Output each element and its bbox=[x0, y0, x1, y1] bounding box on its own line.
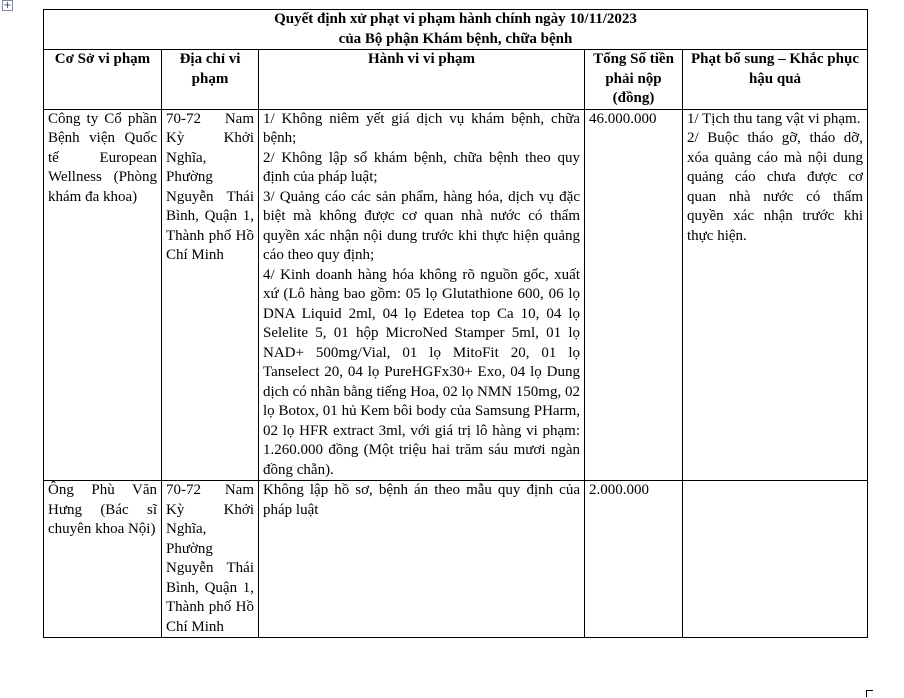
table-row bbox=[44, 109, 868, 481]
amount-cell: 46.000.000 bbox=[585, 109, 683, 481]
table-move-handle-icon[interactable]: + bbox=[3, 0, 12, 11]
violation-item: Không lập hồ sơ, bệnh án theo mẫu quy định của pháp luật bbox=[263, 482, 580, 518]
header-amount: Tổng Số tiền phải nộp (đồng) bbox=[585, 50, 683, 110]
remedies-cell bbox=[683, 109, 868, 481]
table-row bbox=[44, 481, 868, 638]
header-row bbox=[44, 50, 868, 110]
address-cell: 70-72 Nam Kỳ Khởi Nghĩa, Phường Nguyễn Thái Bình, Quận 1, Thành phố Hồ Chí Minh bbox=[162, 481, 259, 638]
header-facility: Cơ Sở vi phạm bbox=[44, 50, 162, 110]
violation-item: 4/ Kinh doanh hàng hóa không rõ nguồn gốc, xuất xứ (Lô hàng bao gồm: 05 lọ Glutathione 600, 06 lọ DNA Liquid 2ml, 04 lọ Edetea top Ca 10, 04 lọ Selelite 5, 01 hộp MicroNed Stamper 5ml, 01 lọ NAD+ 500mg/Vial, 01 lọ MitoFit 20, 01 lọ Tanselect 20, 04 lọ PureHGFx30+ Exo, 04 lọ Dung dịch có nhãn bằng tiếng Hoa, 02 lọ NMN 150mg, 02 lọ Botox, 01 hủ Kem bôi body của Samsung PHarm, 02 lọ HFR extract 3ml, với giá trị lô hàng vi phạm: 1.260.000 đồng (Một triệu hai trăm sáu mươi ngàn đồng chẵn). bbox=[263, 266, 580, 478]
remedy-item: 1/ Tịch thu tang vật vi phạm. bbox=[687, 110, 861, 127]
facility-cell: Ông Phù Văn Hưng (Bác sĩ chuyên khoa Nội) bbox=[44, 481, 162, 638]
violation-item: 1/ Không niêm yết giá dịch vụ khám bệnh, chữa bệnh; bbox=[263, 110, 580, 146]
document-title bbox=[44, 10, 868, 50]
violation-item: 3/ Quảng cáo các sản phẩm, hàng hóa, dịch vụ đặc biệt mà không được cơ quan nhà nước có thẩm quyền xác nhận nội dung trước khi thực hiện quảng cáo theo quy định; bbox=[263, 188, 580, 263]
remedies-cell bbox=[683, 481, 868, 638]
header-address: Địa chỉ vi phạm bbox=[162, 50, 259, 110]
title-line-1: Quyết định xử phạt vi phạm hành chính ngày 10/11/2023 bbox=[274, 11, 637, 27]
title-row bbox=[44, 10, 868, 50]
violations-cell bbox=[259, 481, 585, 638]
amount-cell: 2.000.000 bbox=[585, 481, 683, 638]
header-violations: Hành vi vi phạm bbox=[259, 50, 585, 110]
violations-cell bbox=[259, 109, 585, 481]
violation-item: 2/ Không lập sổ khám bệnh, chữa bệnh theo quy định của pháp luật; bbox=[263, 149, 580, 185]
title-line-2: của Bộ phận Khám bệnh, chữa bệnh bbox=[338, 30, 573, 47]
page-corner-mark bbox=[866, 690, 873, 697]
address-cell: 70-72 Nam Kỳ Khởi Nghĩa, Phường Nguyễn Thái Bình, Quận 1, Thành phố Hồ Chí Minh bbox=[162, 109, 259, 481]
violation-table bbox=[43, 9, 868, 638]
facility-cell: Công ty Cổ phần Bệnh viện Quốc tế European Wellness (Phòng khám đa khoa) bbox=[44, 109, 162, 481]
remedy-item: 2/ Buộc tháo gỡ, tháo dỡ, xóa quảng cáo mà nội dung quảng cáo chưa được cơ quan nhà nước có thẩm quyền xác nhận trước khi thực hiện. bbox=[687, 130, 863, 244]
header-remedies: Phạt bổ sung – Khắc phục hậu quả bbox=[683, 50, 868, 110]
